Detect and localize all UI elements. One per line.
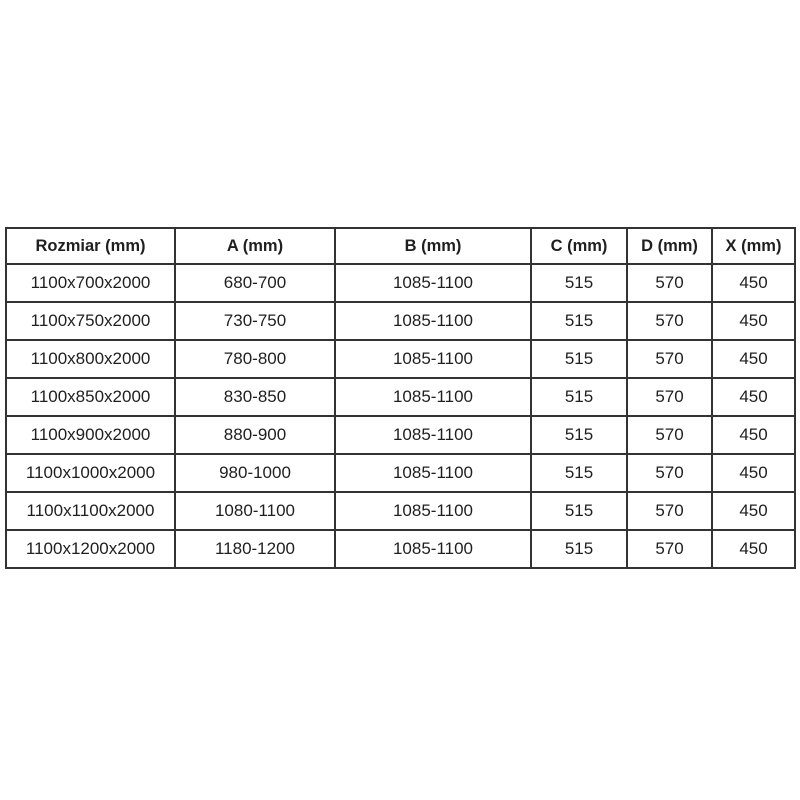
table-cell: 1080-1100 (175, 492, 335, 530)
table-cell: 730-750 (175, 302, 335, 340)
table-cell: 515 (531, 264, 627, 302)
table-cell: 680-700 (175, 264, 335, 302)
table-cell: 1085-1100 (335, 454, 531, 492)
table-cell: 450 (712, 416, 795, 454)
table-cell: 1085-1100 (335, 302, 531, 340)
table-cell: 1085-1100 (335, 416, 531, 454)
table-cell: 1100x900x2000 (6, 416, 175, 454)
table-cell: 1100x800x2000 (6, 340, 175, 378)
table-cell: 450 (712, 302, 795, 340)
table-cell: 570 (627, 302, 712, 340)
table-cell: 515 (531, 302, 627, 340)
table-cell: 1085-1100 (335, 530, 531, 568)
table-cell: 515 (531, 378, 627, 416)
table-row (6, 454, 795, 492)
table-cell: 980-1000 (175, 454, 335, 492)
column-header: B (mm) (335, 228, 531, 264)
table-cell: 450 (712, 454, 795, 492)
table-cell: 1085-1100 (335, 492, 531, 530)
table-cell: 1100x700x2000 (6, 264, 175, 302)
table-cell: 830-850 (175, 378, 335, 416)
table-cell: 515 (531, 454, 627, 492)
table-cell: 1180-1200 (175, 530, 335, 568)
table-row (6, 340, 795, 378)
column-header: D (mm) (627, 228, 712, 264)
table-cell: 1100x1000x2000 (6, 454, 175, 492)
table-cell: 880-900 (175, 416, 335, 454)
table-row (6, 378, 795, 416)
table-cell: 570 (627, 378, 712, 416)
table-cell: 515 (531, 530, 627, 568)
table-cell: 450 (712, 340, 795, 378)
table-cell: 450 (712, 378, 795, 416)
table-cell: 1100x750x2000 (6, 302, 175, 340)
table-cell: 570 (627, 492, 712, 530)
column-header: C (mm) (531, 228, 627, 264)
table-cell: 570 (627, 530, 712, 568)
table-row (6, 264, 795, 302)
size-spec-table (5, 227, 796, 569)
table-row (6, 530, 795, 568)
table-cell: 1085-1100 (335, 264, 531, 302)
table-header-row (6, 228, 795, 264)
column-header: A (mm) (175, 228, 335, 264)
table-cell: 515 (531, 416, 627, 454)
table-cell: 1085-1100 (335, 378, 531, 416)
table-row (6, 302, 795, 340)
column-header: Rozmiar (mm) (6, 228, 175, 264)
table-cell: 570 (627, 340, 712, 378)
table-cell: 780-800 (175, 340, 335, 378)
table-row (6, 492, 795, 530)
table-cell: 1100x1200x2000 (6, 530, 175, 568)
table-cell: 515 (531, 492, 627, 530)
table-cell: 515 (531, 340, 627, 378)
table-cell: 450 (712, 492, 795, 530)
table-cell: 1100x850x2000 (6, 378, 175, 416)
table-cell: 450 (712, 264, 795, 302)
column-header: X (mm) (712, 228, 795, 264)
table-row (6, 416, 795, 454)
table-cell: 450 (712, 530, 795, 568)
table-cell: 1085-1100 (335, 340, 531, 378)
table-cell: 570 (627, 264, 712, 302)
table-cell: 570 (627, 454, 712, 492)
table-cell: 570 (627, 416, 712, 454)
table-cell: 1100x1100x2000 (6, 492, 175, 530)
